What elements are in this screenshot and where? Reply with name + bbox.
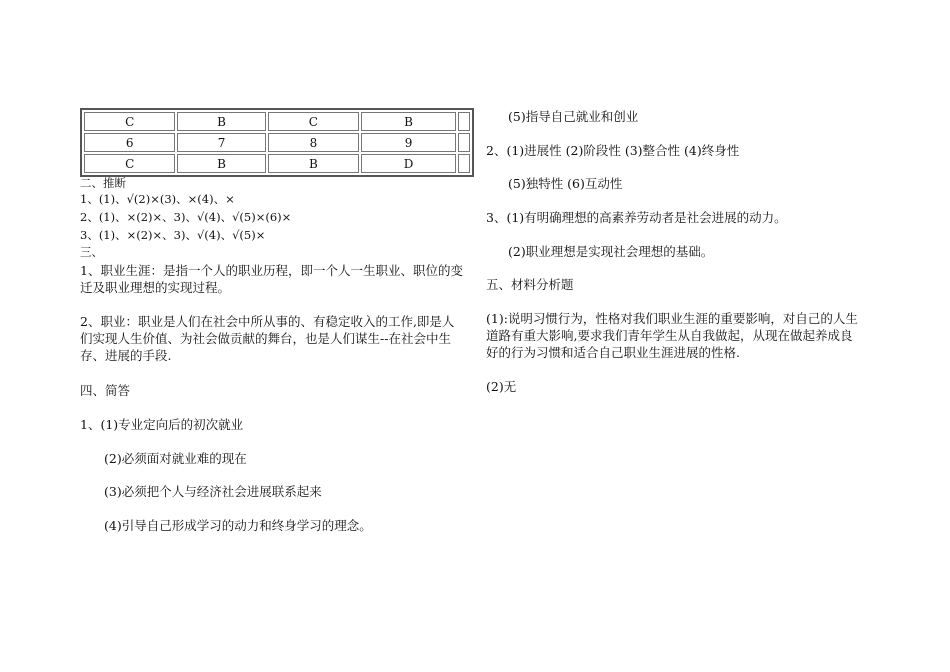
answer-1-5: (5)指导自己就业和创业	[508, 109, 639, 124]
table-row	[84, 133, 470, 152]
answer-1-1: 1、(1)专业定向后的初次就业	[80, 417, 244, 432]
table-cell: 7	[177, 133, 265, 152]
table-cell: C	[84, 112, 175, 131]
definition-career: 1、职业生涯：是指一个人的职业历程，即一个人一生职业、职位的变迁及职业理想的实现过程。	[80, 263, 463, 295]
section-4-title: 四、简答	[80, 383, 131, 398]
answer-2-line-2: (5)独特性 (6)互动性	[508, 176, 623, 191]
answer-2-line-1: 2、(1)进展性 (2)阶段性 (3)整合性 (4)终身性	[486, 143, 740, 158]
table-row	[84, 112, 470, 131]
table-row	[84, 154, 470, 173]
table-cell: B	[268, 154, 359, 173]
answer-3-2: (2)职业理想是实现社会理想的基础。	[508, 244, 714, 259]
table-cell-empty	[458, 133, 470, 152]
section-2-title: 二、推断	[80, 176, 126, 190]
answer-table	[80, 108, 474, 177]
section-5-title: 五、材料分析题	[486, 277, 574, 292]
answer-1-3: (3)必须把个人与经济社会进展联系起来	[104, 484, 322, 499]
table-cell-empty	[458, 154, 470, 173]
answer-1-2: (2)必须面对就业难的现在	[104, 451, 247, 466]
analysis-answer-2: (2)无	[486, 379, 517, 394]
definition-occupation: 2、职业：职业是人们在社会中所从事的、有稳定收入的工作,即是人们实现人生价值、为社会做贡献的舞台，也是人们谋生--在社会中生存、进展的手段.	[80, 314, 455, 363]
table-cell: 8	[268, 133, 359, 152]
table-cell: C	[268, 112, 359, 131]
answer-1-4: (4)引导自己形成学习的动力和终身学习的理念。	[104, 518, 372, 533]
judgement-line-1: 1、(1)、√(2)×(3)、×(4)、×	[80, 192, 235, 206]
section-3-title: 三、	[80, 245, 103, 259]
table-cell: B	[177, 112, 265, 131]
table-cell: C	[84, 154, 175, 173]
table-cell: B	[177, 154, 265, 173]
table-cell: 9	[361, 133, 456, 152]
table-cell: D	[361, 154, 456, 173]
answer-3-1: 3、(1)有明确理想的高素养劳动者是社会进展的动力。	[486, 210, 787, 225]
judgement-line-2: 2、(1)、×(2)×、3)、√(4)、√(5)×(6)×	[80, 210, 292, 224]
table-cell: 6	[84, 133, 175, 152]
analysis-answer-1: (1):说明习惯行为，性格对我们职业生涯的重要影响，对自己的人生道路有重大影响,要求我们青年学生从自我做起，从现在做起养成良好的行为习惯和适合自己职业生涯进展的性格.	[486, 311, 858, 360]
table-cell-empty	[458, 112, 470, 131]
table-cell: B	[361, 112, 456, 131]
judgement-line-3: 3、(1)、×(2)×、3)、√(4)、√(5)×	[80, 228, 266, 242]
